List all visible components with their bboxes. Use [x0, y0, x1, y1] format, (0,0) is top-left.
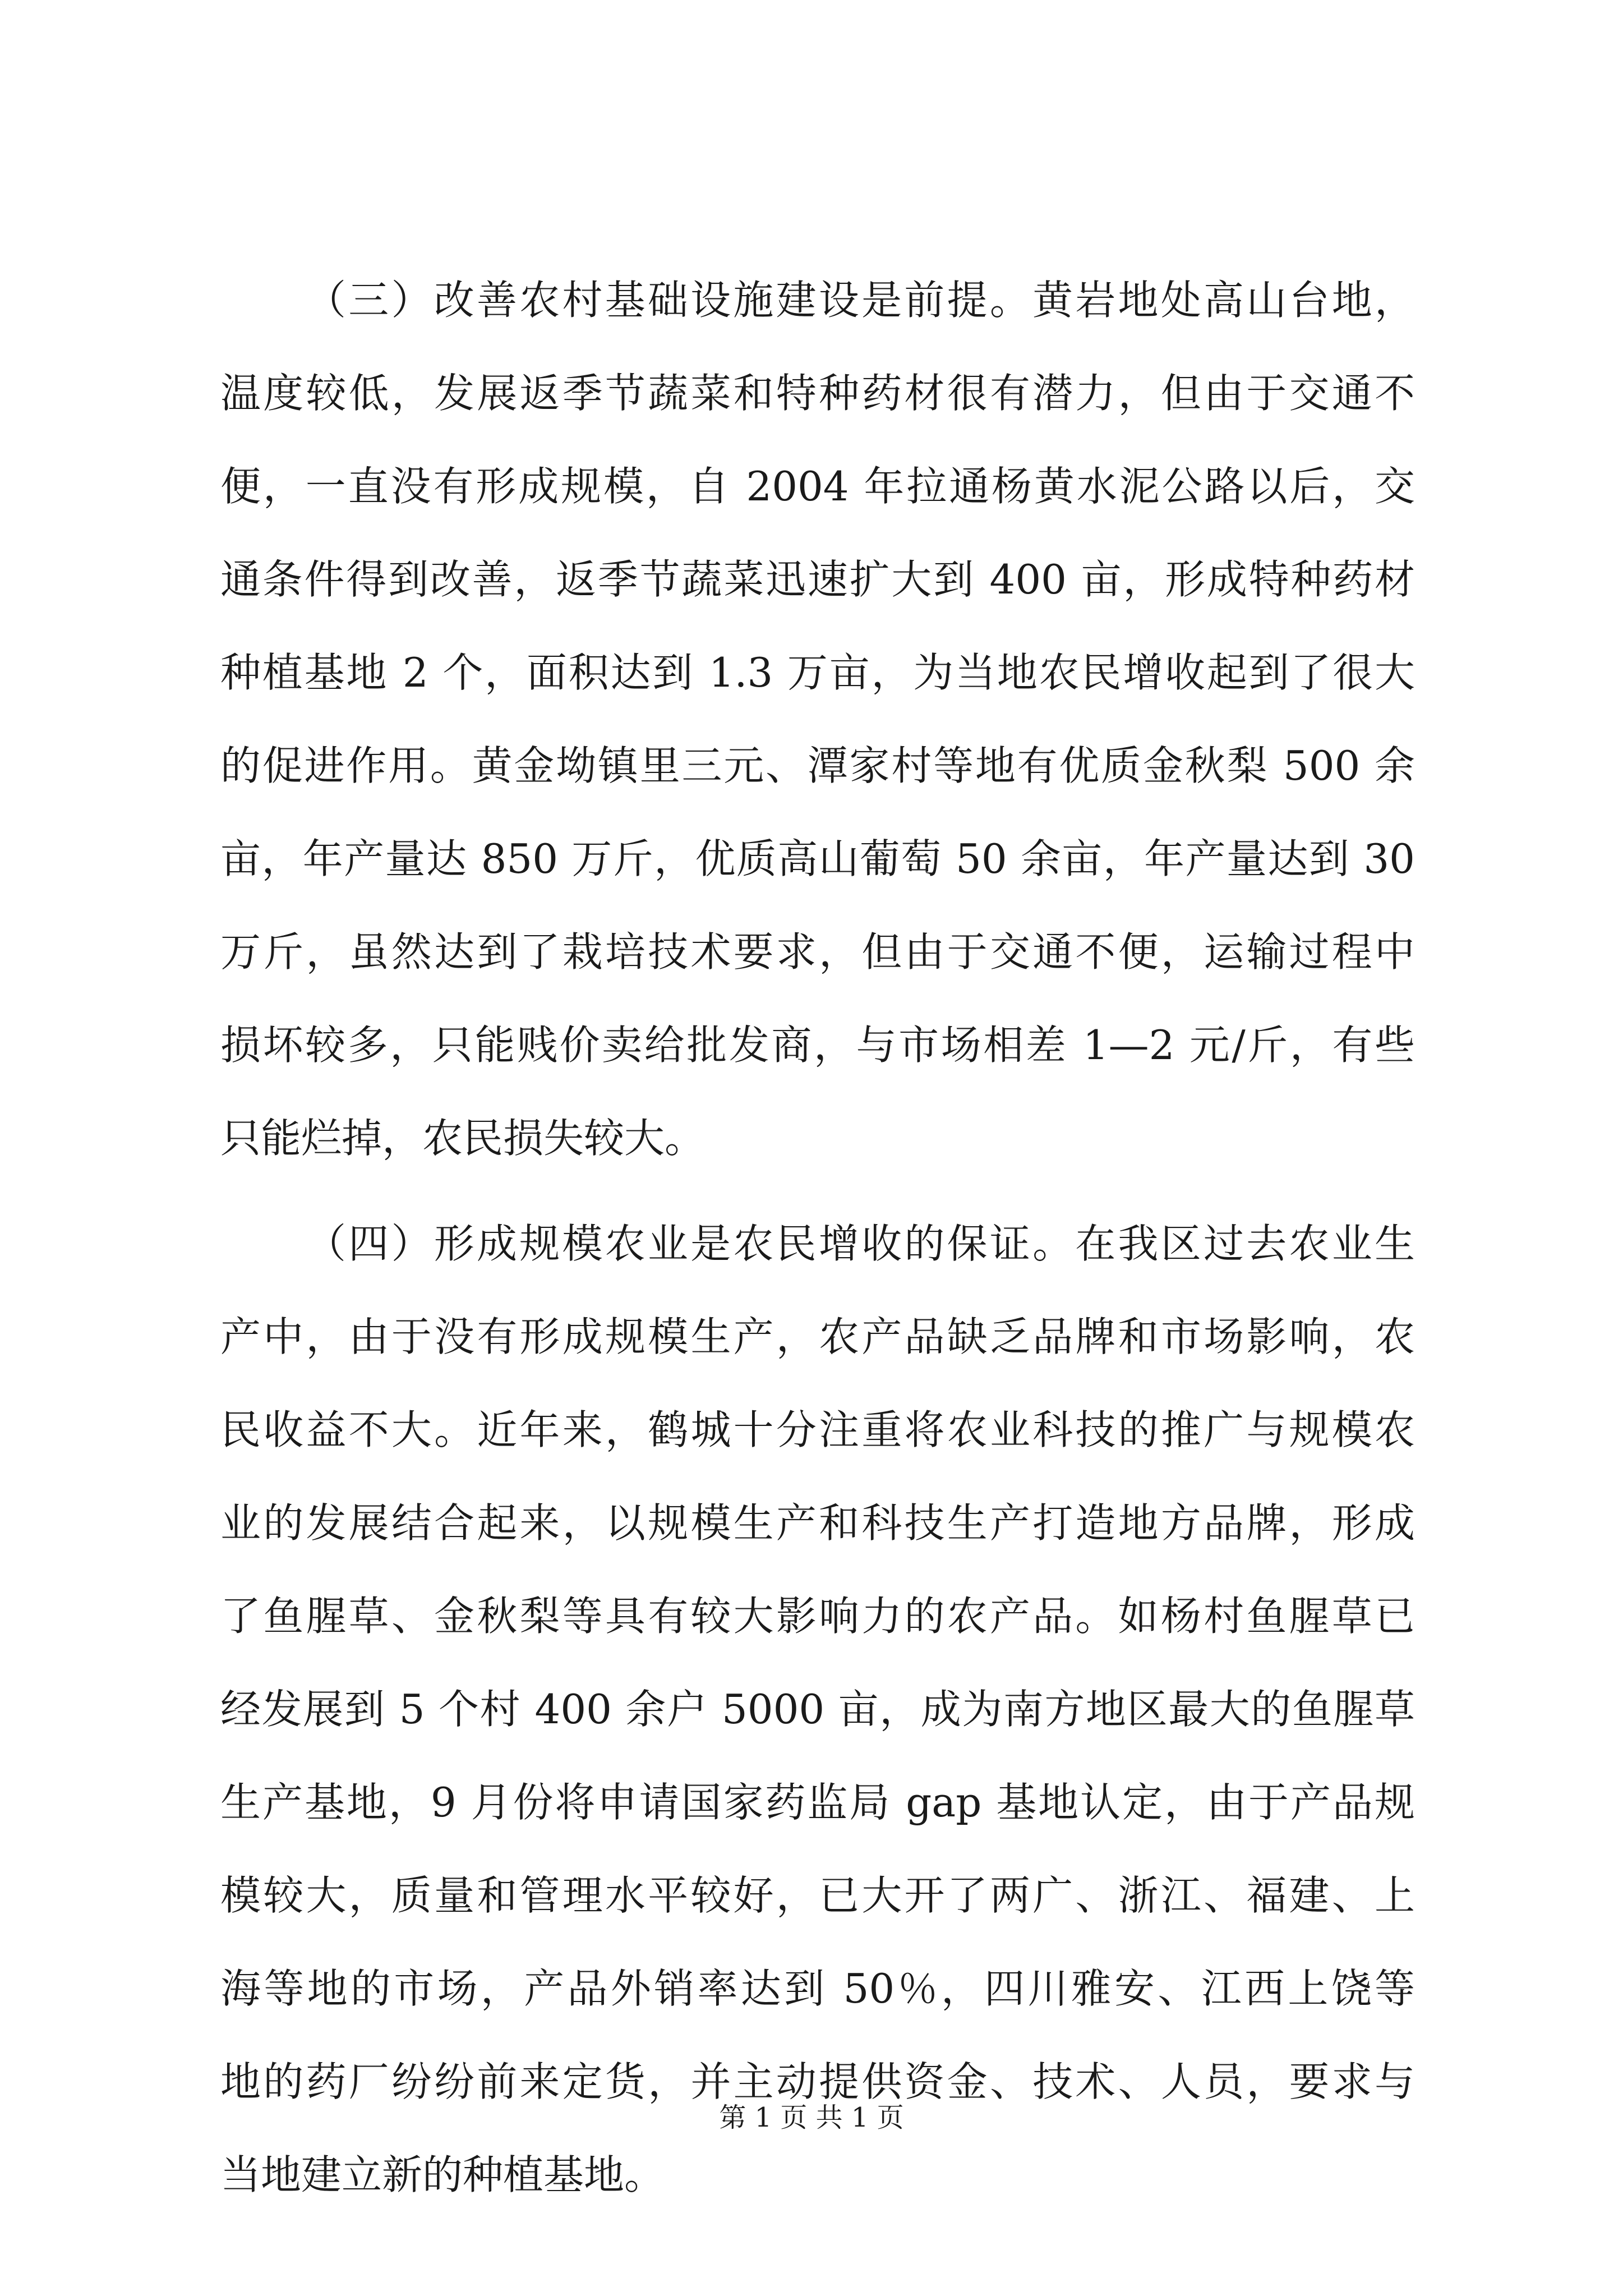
paragraph-line: 民收益不大。近年来，鹤城十分注重将农业科技的推广与规模农 [220, 1406, 1415, 1453]
paragraph-three [220, 254, 1415, 1185]
paragraph-line: 只能烂掉，农民损失较大。 [220, 1115, 706, 1162]
paragraph-line: 损坏较多，只能贱价卖给批发商，与市场相差 1—2 元/斤，有些 [220, 1022, 1415, 1069]
paragraph-line: 了鱼腥草、金秋梨等具有较大影响力的农产品。如杨村鱼腥草已 [220, 1593, 1415, 1640]
paragraph-line: 生产基地，9 月份将申请国家药监局 gap 基地认定，由于产品规 [220, 1779, 1415, 1826]
paragraph-line: 的促进作用。黄金坳镇里三元、潭家村等地有优质金秋梨 500 余 [220, 742, 1415, 789]
paragraph-line: 温度较低，发展返季节蔬菜和特种药材很有潜力，但由于交通不 [220, 370, 1415, 417]
paragraph-line: 万斤，虽然达到了栽培技术要求，但由于交通不便，运输过程中 [220, 928, 1415, 976]
paragraph-line: 产中，由于没有形成规模生产，农产品缺乏品牌和市场影响，农 [220, 1313, 1415, 1360]
paragraph-line: 便，一直没有形成规模，自 2004 年拉通杨黄水泥公路以后，交 [220, 463, 1415, 510]
paragraph-line: 业的发展结合起来，以规模生产和科技生产打造地方品牌，形成 [220, 1499, 1415, 1547]
paragraph-line: 当地建立新的种植基地。 [220, 2151, 665, 2198]
paragraph-line: 地的药厂纷纷前来定货，并主动提供资金、技术、人员，要求与 [220, 2058, 1415, 2105]
paragraph-spacer [220, 1185, 1415, 1197]
paragraph-line: 海等地的市场，产品外销率达到 50％，四川雅安、江西上饶等 [220, 1965, 1415, 2012]
document-body [220, 254, 1415, 2221]
paragraph-line: 亩，年产量达 850 万斤，优质高山葡萄 50 余亩，年产量达到 30 [220, 835, 1415, 882]
paragraph-line: 通条件得到改善，返季节蔬菜迅速扩大到 400 亩，形成特种药材 [220, 556, 1415, 603]
page-footer: 第 1 页 共 1 页 [719, 2102, 904, 2133]
paragraph-line: 模较大，质量和管理水平较好，已大开了两广、浙江、福建、上 [220, 1872, 1415, 1919]
paragraph-line: 经发展到 5 个村 400 余户 5000 亩，成为南方地区最大的鱼腥草 [220, 1686, 1415, 1733]
paragraph-line: （三）改善农村基础设施建设是前提。黄岩地处高山台地， [306, 277, 1415, 324]
paragraph-four [220, 1197, 1415, 2221]
paragraph-line: 种植基地 2 个，面积达到 1.3 万亩，为当地农民增收起到了很大 [220, 649, 1415, 696]
paragraph-line: （四）形成规模农业是农民增收的保证。在我区过去农业生 [306, 1220, 1415, 1267]
